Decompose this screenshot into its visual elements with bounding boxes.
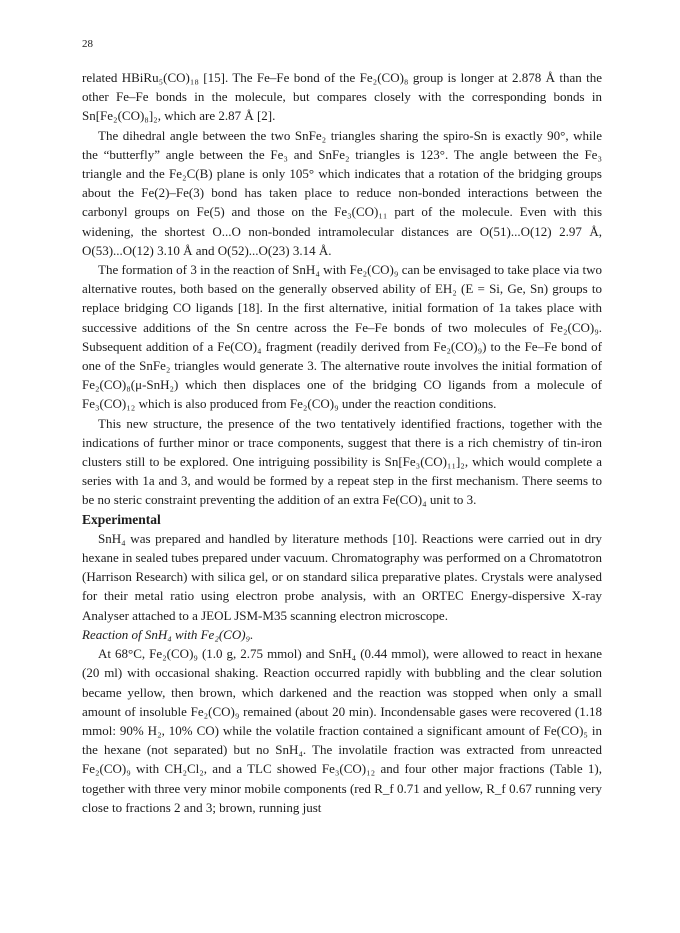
experimental-paragraph: SnH₄ was prepared and handled by literature methods [10]. Reactions were carried out in dry hexane in sealed tubes prepared under vacuum. Chromatography was performed on a Chromatotron (Harrison Research) with silica gel, or on standard silica preparative plates. Crystals were analysed for their metal ratio using electron probe analysis, with an ORTEC Energy-dispersive X-ray Analyser attached to a JEOL JSM-M35 scanning electron microscope. (82, 530, 602, 623)
body-paragraph: The dihedral angle between the two SnFe₂ triangles sharing the spiro-Sn is exactly 90°, while the “butterfly” angle between the Fe₃ and SnFe₂ triangles is 123°. The angle between the Fe₃ triangle and the Fe₂C(B) plane is only 105° which indicates that a rotation of the bridging groups about the Fe(2)–Fe(3) bond has taken place to reduce non-bonded interactions between the carbonyl groups on Fe(5) and those on the Fe₃(CO)₁₁ part of the molecule. Even with this widening, the shortest O...O non-bonded intramolecular distances are O(51)...O(12) 2.97 Å, O(53)...O(12) 3.10 Å and O(52)...O(23) 3.14 Å. (82, 127, 602, 258)
body-paragraph: The formation of 3 in the reaction of SnH₄ with Fe₂(CO)₉ can be envisaged to take place via two alternative routes, both based on the generally observed ability of EH₂ (E = Si, Ge, Sn) groups to replace bridging CO ligands [18]. In the first alternative, initial formation of 1a takes place with successive additions of the Sn centre across the Fe–Fe bonds of two molecules of Fe₂(CO)₉. Subsequent addition of a Fe(CO)₄ fragment (readily derived from Fe₂(CO)₉) to the Fe–Fe bond of one of the SnFe₂ triangles would generate 3. The alternative route involves the initial formation of Fe₂(CO)₈(μ-SnH₂) which then displaces one of the bridging CO ligands from a molecule of Fe₃(CO)₁₂ which is also produced from Fe₂(CO)₉ under the reaction conditions. (82, 262, 602, 412)
body-paragraph: related HBiRu₅(CO)₁₈ [15]. The Fe–Fe bond of the Fe₂(CO)₈ group is longer at 2.878 Å than the other Fe–Fe bonds in the molecule, but compares closely with the corresponding bonds in Sn[Fe₂(CO)₈]₂, which are 2.87 Å [2]. (82, 70, 602, 124)
body-paragraph: This new structure, the presence of the two tentatively identified fractions, together with the indications of further minor or trace components, suggest that there is a rich chemistry of tin-iron clusters still to be explored. One intriguing possibility is Sn[Fe₃(CO)₁₁]₂, which would complete a series with 1a and 3, and would be formed by a repeat step in the first mechanism. There seems to be no steric constraint preventing the addition of an extra Fe(CO)₄ unit to 3. (82, 415, 602, 508)
reaction-subheading: Reaction of SnH₄ with Fe₂(CO)₉. (82, 626, 254, 642)
section-heading-experimental: Experimental (82, 511, 161, 527)
page-number: 28 (82, 38, 93, 50)
reaction-paragraph: At 68°C, Fe₂(CO)₉ (1.0 g, 2.75 mmol) and SnH₄ (0.44 mmol), were allowed to react in hexane (20 ml) with occasional shaking. Reaction occurred rapidly with bubbling and the clear solution became yellow, then brown, which darkened and the reaction was stopped when only a small amount of insoluble Fe₂(CO)₉ remained (about 20 min). Incondensable gases were recovered (1.18 mmol: 90% H₂, 10% CO) while the volatile fraction contained a significant amount of Fe(CO)₅ in the hexane (not separated) but no SnH₄. The involatile fraction was extracted from unreacted Fe₂(CO)₉ with CH₂Cl₂, and a TLC showed Fe₃(CO)₁₂ and four other major fractions (Table 1), together with three very minor mobile components (red R_f 0.71 and yellow, R_f 0.67 running very close to fractions 2 and 3; brown, running just (82, 646, 602, 815)
text-column (82, 68, 602, 817)
